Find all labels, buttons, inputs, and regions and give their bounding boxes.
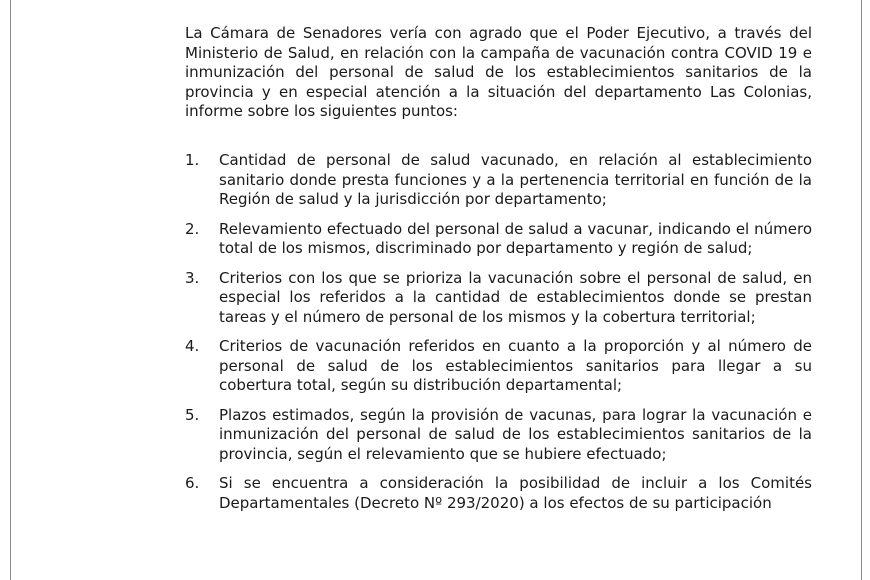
list-item-text: Cantidad de personal de salud vacunado, en relación al establecimiento sanitario donde presta funciones y a la pertenencia territorial en función de la Región de salud y la jurisdicción por departamento; (219, 151, 812, 208)
intro-paragraph: La Cámara de Senadores vería con agrado que el Poder Ejecutivo, a través del Ministerio de Salud, en relación con la campaña de vacunación contra COVID 19 e inmunización del personal de salud de los establecimientos sanitarios de la provincia y en especial atención a la situación del departamento Las Colonias, informe sobre los siguientes puntos: (185, 24, 812, 120)
list-item (185, 151, 812, 210)
list-item (185, 337, 812, 396)
list-item-number: 1. (185, 151, 200, 169)
list-item-text: Si se encuentra a consideración la posibilidad de incluir a los Comités Departamentales (Decreto Nº 293/2020) a los efectos de su participación (219, 474, 812, 512)
list-item (185, 406, 812, 465)
list-item-text: Relevamiento efectuado del personal de salud a vacunar, indicando el número total de los mismos, discriminado por departamento y región de salud; (219, 219, 812, 257)
list-item-number: 3. (185, 268, 200, 287)
list-item-number: 2. (185, 219, 200, 238)
list-item (185, 220, 812, 259)
list-item-text: Criterios con los que se prioriza la vacunación sobre el personal de salud, en especial los referidos a la cantidad de establecimientos donde se prestan tareas y el número de personal de los mismos y la cobertura territorial; (219, 268, 812, 326)
list-item-text: Plazos estimados, según la provisión de vacunas, para lograr la vacunación e inmunización del personal de salud de los establecimientos sanitarios de la provincia, según el relevamiento que se hubiere efectuado; (219, 405, 812, 463)
right-margin-line (861, 0, 862, 580)
list-item (185, 269, 812, 328)
list-item-number: 5. (185, 405, 200, 424)
list-item-number: 4. (185, 337, 200, 355)
list-item (185, 474, 812, 513)
request-points-list (185, 151, 812, 523)
left-margin-line (10, 0, 11, 580)
list-item-text: Criterios de vacunación referidos en cuanto a la proporción y al número de personal de salud de los establecimientos sanitarios para llegar a su cobertura total, según su distribución departamental; (219, 337, 812, 394)
list-item-number: 6. (185, 474, 200, 492)
